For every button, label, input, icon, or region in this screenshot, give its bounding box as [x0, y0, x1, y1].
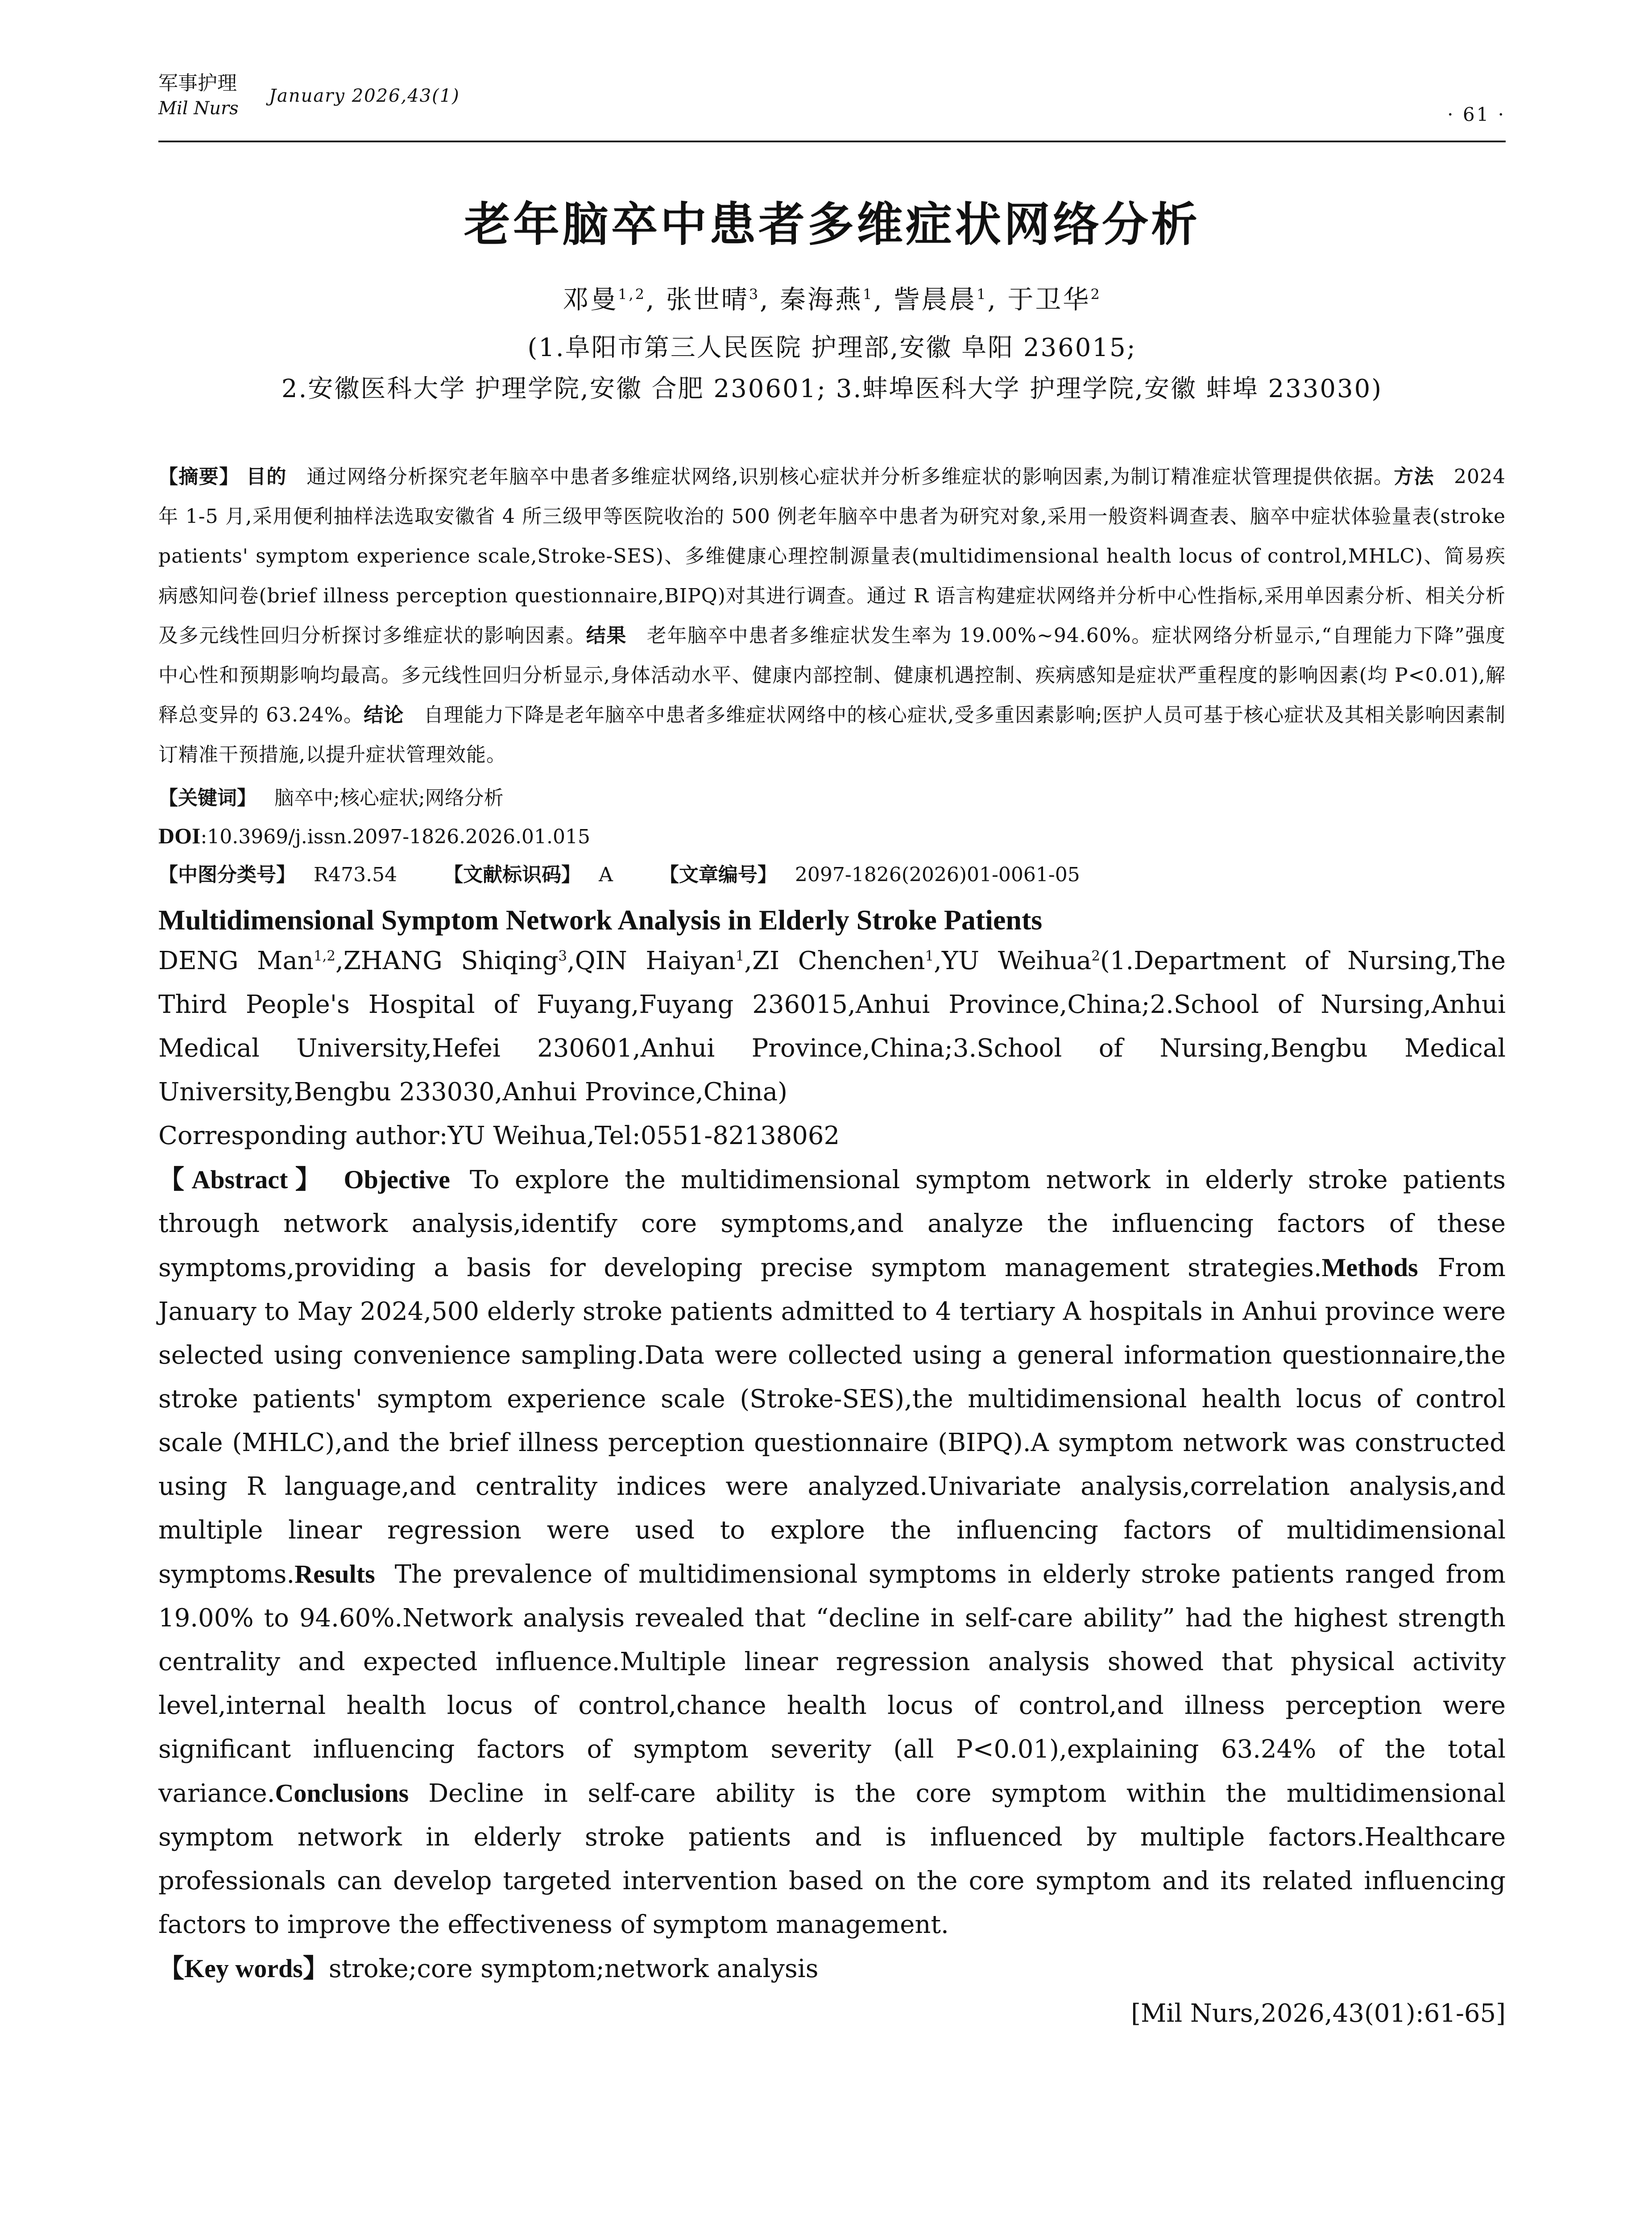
issue-date: January 2026,43(1) [269, 86, 460, 106]
objective-en: To explore the multidimensional symptom network in elderly stroke patients through network analysis,identify core symptoms,and analyze the influencing factors of these symptoms,providing a basis for developing precise symptom management strategies. [158, 1165, 1506, 1282]
authors-cn [158, 278, 1506, 316]
doi-value: :10.3969/j.issn.2097-1826.2026.01.015 [200, 825, 590, 848]
keywords-cn-value: 脑卒中;核心症状;网络分析 [274, 786, 504, 809]
objective-en-label: Objective [344, 1165, 450, 1194]
author-en: YU Weihua$^2$ [941, 946, 1100, 975]
results-cn: 老年脑卒中患者多维症状发生率为 19.00%~94.60%。症状网络分析显示,“自理能力下降”强度中心性和预期影响均最高。多元线性回归分析显示,身体活动水平、健康内部控制、健康机遇控制、疾病感知是症状严重程度的影响因素(均 P<0.01),解释总变异的 63.24%。 [158, 624, 1506, 726]
author-en: ZHANG Shiqing$^3$, [343, 946, 575, 975]
citation: [Mil Nurs,2026,43(01):61-65] [1131, 1999, 1506, 2028]
conclusions-en-label: Conclusions [275, 1778, 409, 1808]
abstract-en-label: 【Abstract】 [158, 1165, 329, 1194]
abstract-cn [158, 457, 1506, 775]
title-en: Multidimensional Symptom Network Analysis in Elderly Stroke Patients [158, 904, 1043, 936]
affiliations-cn [158, 328, 1506, 410]
journal-name-en: Mil Nurs [158, 98, 239, 119]
keywords-en-label: 【Key words】 [158, 1953, 329, 1983]
authors-affiliations-en [158, 939, 1506, 1114]
keywords-cn [158, 779, 1506, 817]
author-cn: 秦海燕$^1$, [780, 284, 884, 315]
conclusion-cn: 自理能力下降是老年脑卒中患者多维症状网络中的核心症状,受多重因素影响;医护人员可基于核心症状及其相关影响因素制订精准干预措施,以提升症状管理效能。 [158, 703, 1506, 766]
affiliation-line: (1.阜阳市第三人民医院 护理部,安徽 阜阳 236015; [527, 333, 1137, 362]
methods-en: From January to May 2024,500 elderly stroke patients admitted to 4 tertiary A hospitals in Anhui province were selected using convenience sampling.Data were collected using a general information questionnaire,the stroke patients' symptom experience scale (Stroke-SES),the multidimensional health locus of control scale (MHLC),and the brief illness perception questionnaire (BIPQ).A symptom network was constructed using R language,and centrality indices were analyzed.Univariate analysis,correlation analysis,and multiple linear regression were used to explore the influencing factors of multidimensional symptoms. [158, 1253, 1506, 1589]
methods-cn: 2024 年 1-5 月,采用便利抽样法选取安徽省 4 所三级甲等医院收治的 500 例老年脑卒中患者为研究对象,采用一般资料调查表、脑卒中症状体验量表(stroke patients' symptom experience scale,Stroke-SES)、多维健康心理控制源量表(multidimensional health locus of control,MHLC)、简易疾病感知问卷(brief illness perception questionnaire,BIPQ)对其进行调查。通过 R 语言构建症状网络并分析中心性指标,采用单因素分析、相关分析及多元线性回归分析探讨多维症状的影响因素。 [158, 465, 1506, 647]
objective-cn: 通过网络分析探究老年脑卒中患者多维症状网络,识别核心症状并分析多维症状的影响因素,为制订精准症状管理提供依据。 [306, 465, 1394, 488]
author-en: ZI Chenchen$^1$, [752, 946, 942, 975]
author-cn: 张世晴$^3$, [666, 284, 770, 315]
keywords-en [158, 1947, 1506, 1991]
page-number: · 61 · [1447, 104, 1506, 125]
conclusions-en: Decline in self-care ability is the core symptom within the multidimensional symptom network in elderly stroke patients and is influenced by multiple factors.Healthcare professionals can develop targeted intervention based on the core symptom and its related influencing factors to improve the effectiveness of symptom management. [158, 1779, 1506, 1939]
title-cn: 老年脑卒中患者多维症状网络分析 [464, 197, 1200, 252]
clc-value: R473.54 [314, 863, 397, 886]
author-en: QIN Haiyan$^1$, [575, 946, 753, 975]
methods-cn-label: 方法 [1394, 465, 1435, 488]
running-header [158, 62, 1506, 142]
abstract-cn-label: 【摘要】 [158, 465, 240, 488]
author-cn: 邓曼$^{1,2}$, [563, 284, 656, 315]
author-cn: 于卫华$^2$ [1007, 284, 1101, 315]
keywords-en-value: stroke;core symptom;network analysis [328, 1954, 819, 1983]
classification-line [158, 856, 1506, 894]
author-en: DENG Man$^{1,2}$, [158, 946, 344, 975]
journal-name-cn: 军事护理 [158, 72, 237, 95]
doc-code-label: 【文献标识码】 [443, 863, 581, 886]
results-en-label: Results [294, 1559, 375, 1588]
objective-cn-label: 目的 [246, 465, 287, 488]
affiliation-line: 2.安徽医科大学 护理学院,安徽 合肥 230601; 3.蚌埠医科大学 护理学院,安徽 蚌埠 233030) [281, 374, 1383, 404]
results-en: The prevalence of multidimensional symptoms in elderly stroke patients ranged from 19.00% to 94.60%.Network analysis revealed that “decline in self-care ability” had the highest strength centrality and expected influence.Multiple linear regression analysis showed that physical activity level,internal health locus of control,chance health locus of control,and illness perception were significant influencing factors of symptom severity (all P<0.01),explaining 63.24% of the total variance. [158, 1559, 1506, 1808]
affiliations-en: (1.Department of Nursing,The Third People's Hospital of Fuyang,Fuyang 236015,Anhui Province,China;2.School of Nursing,Anhui Medical University,Hefei 230601,Anhui Province,China;3.School of Nursing,Bengbu Medical University,Bengbu 233030,Anhui Province,China) [158, 946, 1506, 1107]
author-cn: 訾晨晨$^1$, [894, 284, 998, 315]
methods-en-label: Methods [1321, 1252, 1418, 1282]
article-no-label: 【文章编号】 [659, 863, 777, 886]
clc-label: 【中图分类号】 [158, 863, 296, 886]
doi-line [158, 817, 1506, 856]
keywords-cn-label: 【关键词】 [158, 786, 257, 809]
abstract-en [158, 1158, 1506, 1947]
results-cn-label: 结果 [586, 624, 627, 647]
doc-code-value: A [599, 863, 613, 886]
conclusion-cn-label: 结论 [364, 703, 404, 726]
doi-label: DOI [158, 823, 201, 848]
article-page [158, 62, 1506, 2028]
article-no-value: 2097-1826(2026)01-0061-05 [795, 863, 1080, 886]
corresponding-author: Corresponding author:YU Weihua,Tel:0551-82138062 [158, 1121, 840, 1150]
